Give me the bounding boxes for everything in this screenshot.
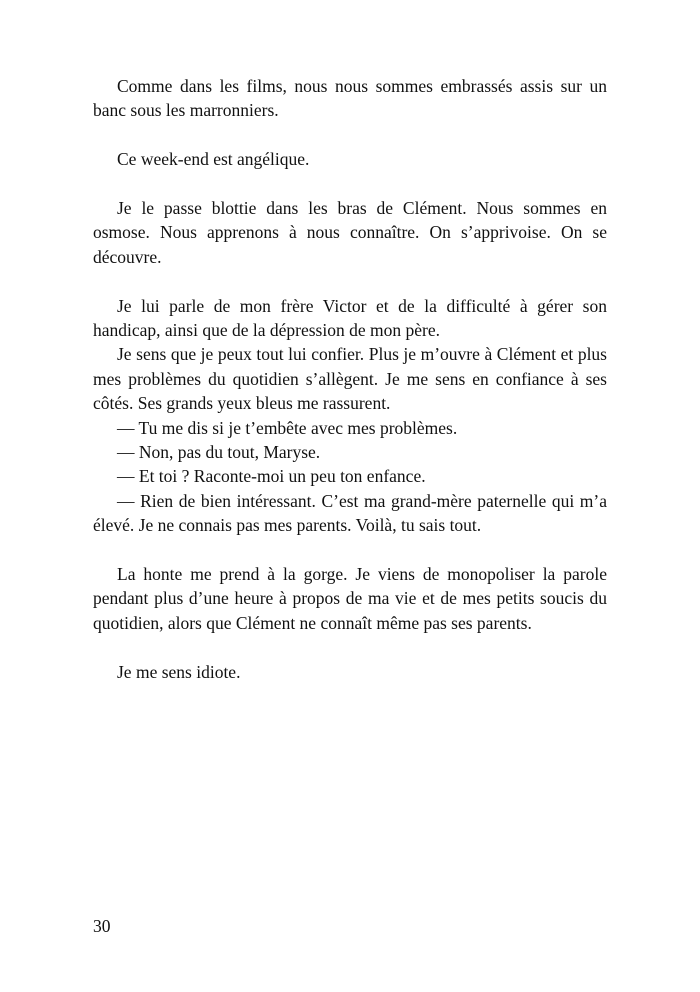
page-body — [93, 74, 607, 684]
paragraph-gap — [93, 269, 607, 293]
paragraph-shame: La honte me prend à la gorge. Je viens de monopoliser la parole pendant plus d’une heure à propos de ma vie et de mes petits soucis du quotidien, alors que Clément ne connaît même pas ses parents. — [93, 564, 607, 633]
paragraph-idiot: Je me sens idiote. — [117, 661, 241, 682]
paragraph-confide: Je sens que je peux tout lui confier. Plus je m’ouvre à Clément et plus mes problèmes du quotidien s’allègent. Je me sens en confiance à ses côtés. Ses grands yeux bleus me rassurent. — [93, 344, 607, 414]
dialogue-line: — Rien de bien intéressant. C’est ma grand-mère paternelle qui m’a élevé. Je ne connais pas mes parents. Voilà, tu sais tout. — [93, 490, 607, 536]
paragraph-gap — [93, 172, 607, 196]
paragraph-victor: Je lui parle de mon frère Victor et de la difficulté à gérer son handicap, ainsi que de la dépression de mon père. — [93, 295, 607, 341]
dialogue-line: — Non, pas du tout, Maryse. — [117, 442, 321, 463]
dialogue-line: — Et toi ? Raconte-moi un peu ton enfance. — [117, 466, 426, 487]
dialogue-line: — Tu me dis si je t’embête avec mes problèmes. — [117, 417, 458, 438]
paragraph-clement-arms: Je le passe blottie dans les bras de Clément. Nous sommes en osmose. Nous apprenons à nous connaître. On s’apprivoise. On se découvre. — [93, 198, 607, 267]
paragraph-gap — [93, 635, 607, 659]
paragraph-films: Comme dans les films, nous nous sommes embrassés assis sur un banc sous les marronniers. — [93, 76, 607, 121]
paragraph-weekend: Ce week-end est angélique. — [117, 149, 310, 170]
paragraph-gap — [93, 538, 607, 562]
page-number: 30 — [93, 916, 111, 936]
paragraph-gap — [93, 123, 607, 147]
